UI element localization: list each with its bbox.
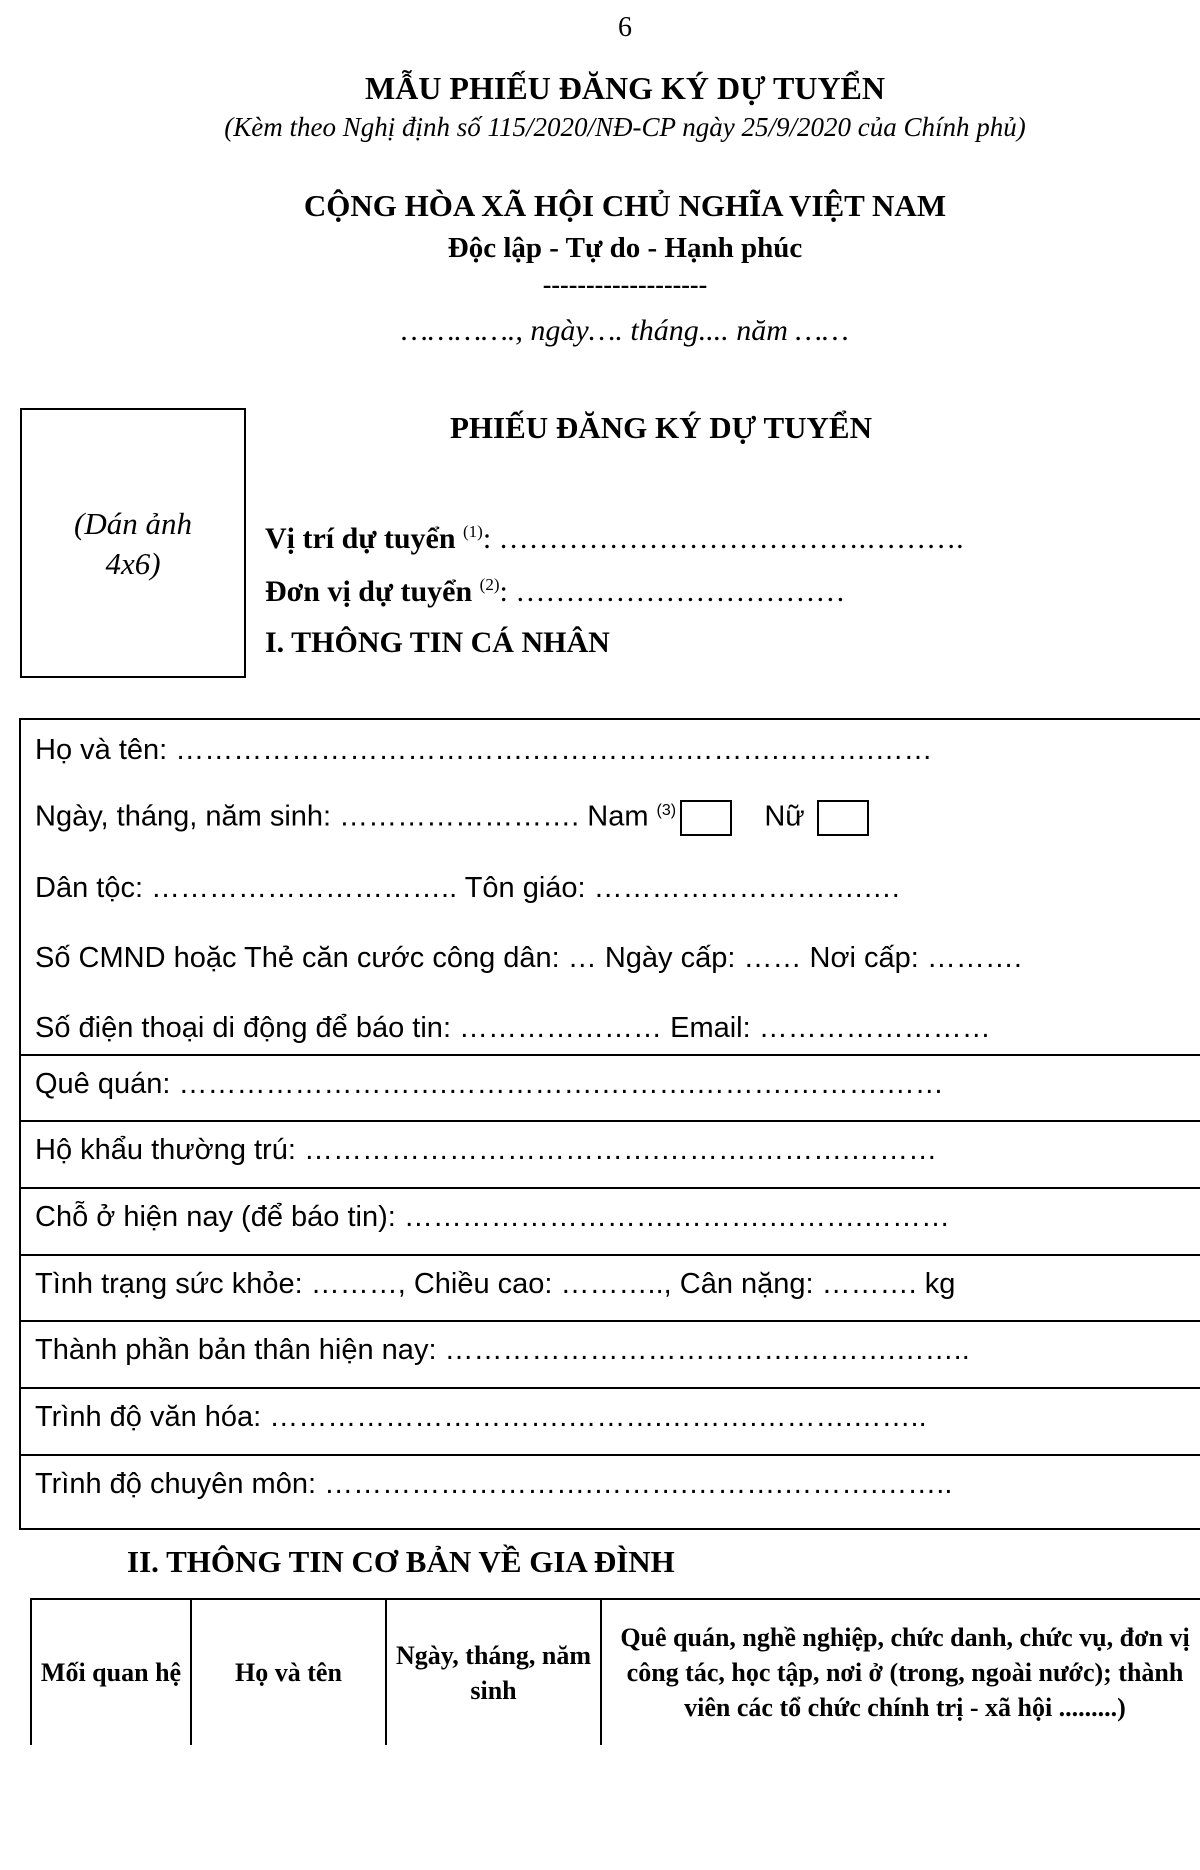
row-divider bbox=[21, 1254, 1200, 1256]
column-header-full-name: Họ và tên bbox=[191, 1599, 386, 1745]
row-divider bbox=[21, 1454, 1200, 1456]
date-line: …………., ngày…. tháng.... năm …… bbox=[401, 314, 849, 347]
photo-instruction-line2: 4x6) bbox=[105, 546, 161, 581]
registration-title: PHIẾU ĐĂNG KÝ DỰ TUYỂN bbox=[450, 410, 872, 445]
unit-dots: : …………………………… bbox=[499, 575, 846, 608]
national-motto: Độc lập - Tự do - Hạnh phúc bbox=[447, 232, 803, 264]
personal-info-box bbox=[19, 718, 1200, 1530]
female-checkbox[interactable] bbox=[817, 800, 869, 836]
male-checkbox[interactable] bbox=[680, 800, 732, 836]
row-divider bbox=[21, 1120, 1200, 1122]
header-separator: ------------------- bbox=[542, 270, 708, 299]
column-header-relationship: Mối quan hệ bbox=[31, 1599, 191, 1745]
unit-footnote: (2) bbox=[479, 575, 500, 594]
column-header-details: Quê quán, nghề nghiệp, chức danh, chức vụ, đơn vị công tác, học tập, nơi ở (trong, ngoài nước); thành viên các tổ chức chính trị - xã hội .........) bbox=[601, 1599, 1200, 1745]
row-divider bbox=[21, 1054, 1200, 1056]
country-name: CỘNG HÒA XÃ HỘI CHỦ NGHĨA VIỆT NAM bbox=[303, 188, 947, 223]
row-divider bbox=[21, 1187, 1200, 1189]
current-address-field: Chỗ ở hiện nay (để báo tin): ……………………….……….……….……… bbox=[35, 1201, 951, 1233]
position-dots: : ……………………………….………. bbox=[482, 522, 964, 555]
family-table bbox=[30, 1598, 1200, 1745]
female-label: Nữ bbox=[764, 800, 805, 833]
unit-field[interactable] bbox=[265, 575, 845, 609]
dob-field: Ngày, tháng, năm sinh: ……………………. Nam bbox=[35, 800, 649, 833]
gender-footnote: (3) bbox=[656, 802, 677, 819]
form-title: MẪU PHIẾU ĐĂNG KÝ DỰ TUYỂN bbox=[365, 70, 885, 106]
phone-email-field: Số điện thoại di động để báo tin: ………………… Email: …………………… bbox=[35, 1012, 991, 1044]
section2-title: II. THÔNG TIN CƠ BẢN VỀ GIA ĐÌNH bbox=[127, 1544, 675, 1579]
section1-title: I. THÔNG TIN CÁ NHÂN bbox=[265, 626, 610, 659]
social-status-field: Thành phần bản thân hiện nay: ……………………………….……….…….. bbox=[35, 1334, 970, 1366]
page-number: 6 bbox=[618, 12, 632, 43]
family-table-header bbox=[31, 1599, 1200, 1745]
ethnicity-religion-field: Dân tộc: ………………………….. Tôn giáo: ……………………….…. bbox=[35, 872, 900, 904]
health-field: Tình trạng sức khỏe: ………, Chiều cao: ……….., Cân nặng: ………. kg bbox=[35, 1268, 956, 1300]
position-field[interactable] bbox=[265, 522, 964, 556]
column-header-birth-date: Ngày, tháng, năm sinh bbox=[386, 1599, 601, 1745]
id-card-field: Số CMND hoặc Thẻ căn cước công dân: … Ngày cấp: …… Nơi cấp: ………. bbox=[35, 942, 1022, 974]
unit-label: Đơn vị dự tuyển bbox=[265, 575, 473, 608]
dob-gender-line bbox=[35, 800, 869, 836]
education-field: Trình độ văn hóa: ………………………….……….……….……….…….. bbox=[35, 1401, 927, 1433]
row-divider bbox=[21, 1320, 1200, 1322]
photo-instruction bbox=[22, 504, 244, 584]
row-divider bbox=[21, 1387, 1200, 1389]
decree-note: (Kèm theo Nghị định số 115/2020/NĐ-CP ngày 25/9/2020 của Chính phủ) bbox=[224, 112, 1026, 142]
position-label: Vị trí dự tuyển bbox=[265, 522, 456, 555]
photo-instruction-line1: (Dán ảnh bbox=[74, 506, 192, 541]
hometown-field: Quê quán: ……………………….…………….……….……….……….…… bbox=[35, 1068, 944, 1100]
full-name-field: Họ và tên: ……………………………….…………….……….……….…… bbox=[35, 734, 933, 766]
photo-placeholder-box bbox=[20, 408, 246, 678]
specialization-field: Trình độ chuyên môn: ……………………….……….……….……….…….. bbox=[35, 1468, 953, 1500]
position-footnote: (1) bbox=[463, 522, 483, 541]
permanent-residence-field: Hộ khẩu thường trú: ……………………………….……….……….……… bbox=[35, 1134, 938, 1166]
